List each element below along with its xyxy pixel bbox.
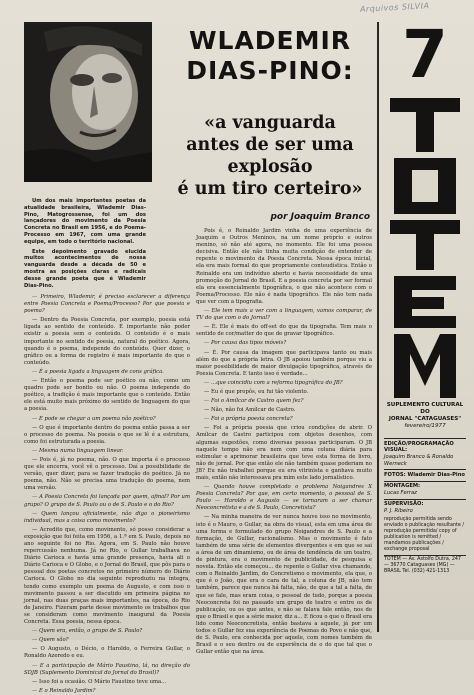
article-paragraph: — Então o poema pode ser poético ou não, como um quadro pode ser bonito ou não. O poema independe do poético, a tradição é mais importante que o conteúdo. Então ele está muito mais próximo do sentido de linguagem do que a poesia.	[24, 378, 190, 413]
article-paragraph: — Isso foi a ocasião. O Mário Faustino teve uma...	[32, 678, 167, 685]
article-paragraph: — A Poesia Concreta foi lançada por quem, afinal? Por um grupo? O grupo de S. Paulo ou o de S. Paulo e o do Rio?	[24, 494, 190, 508]
article-paragraph: — Quando houve completado o problema Noigandres X Poesia Concreta? Por que, em certo momento, o pessoal de S. Paulo — Haroldo e Augusto — se tornaram a ser chamar Neoconcretista e a de S. Paulo, Concretista?	[196, 484, 372, 512]
article-paragraph: — É a poesia ligada a linguagem de cons gráfica.	[32, 368, 164, 375]
headline	[170, 26, 370, 86]
article-paragraph: — Ele tem mais a ver com a linguagem, vamos comparar, de TV do que com o do Jornal?	[196, 308, 372, 322]
portrait-photo	[24, 22, 152, 182]
credit-label: EDIÇÃO/PROGRAMAÇÃO VISUAL:	[384, 440, 454, 454]
supplement-line: DO	[420, 409, 430, 415]
article-paragraph: — É. Ele é mais do off-set do que da tipografia. Tem mais o sentido de cor/matter do que de gravar tipográfico.	[196, 324, 372, 338]
article-paragraph: — Não, não foi Amílcar de Castro.	[204, 407, 296, 414]
portrait-silhouette	[24, 22, 152, 182]
credit-label: SUPERVISÃO:	[384, 501, 424, 508]
credit-value: P. J. Ribeiro	[384, 507, 413, 514]
credits-rule	[384, 481, 466, 482]
article-paragraph: — ...que coincidiu com a reforma tipográfica do JB?	[204, 379, 343, 386]
credits	[384, 436, 466, 575]
article-paragraph: — E a participação de Mário Faustino, lá, na direção do SDJB (Suplemento Dominical do Jornal do Brasil)?	[24, 662, 190, 676]
article-paragraph: — Na minha maneira de ver nunca houve isso no movimento, isto é o Mauro, o Gullar, na obra do visual, esta em uma área de uma forma e formulado do grupo Noigandres de S. Paulo e a formação, de Gullar, racionalismo. Mas o movimento é fato também de uma série de elementos divergentes e em que se sai a área de um dinamismo, ou de área de tendência de um teatro, de pintura, era o movimento de publicidade, de pesquisa e novela. Então ele começou... de repente o Gullar viva chamando, com o Reinaldo Jardim, do Concretismo o movimento, ela que, o que é o João, que era o cara de tal, a coluna de JB, não tem também, parece que nunca há falta, não, de que a tal a falta, de que se fale, mas eram coisa, o pessoal de tudo, porque a poesia Neoconcreta foi no passado um grupo de teatro e entre os de publicação, ou os que antes, e não se falava fale então, nos de que o Brasil e que a série maior, diz a... E ficou o que o Brasil era lido como Neoconcretista, então bastava a aquele, já por um todos o Gullar fez sua experiência de Poemas do Povo e não que, de S. Paulo, era conhecida por aquele, com nomes também de Brasil e o seu dentro ou de experiência de o do que tal que o Gullar então que na área.	[196, 514, 372, 656]
intro-text	[24, 198, 146, 292]
article-paragraph: — Quem era, então, o grupo de S. Paulo?	[32, 628, 143, 635]
reproduction-notice: reprodução permitida sendo enviado o publicação resultante / reprodução permitida/ copy of publication is remitted / mandamos publicações / exchange proposal	[384, 516, 464, 552]
article-paragraph: — Foi a própria poesia concreta?	[204, 416, 293, 423]
quote-line-1: «a vanguarda	[204, 113, 336, 133]
article-paragraph: — Mesma numa linguagem linear.	[32, 447, 124, 454]
article-paragraph: — Foi a própria poesia que criou condições de abrir. O Amílcar de Castro participou com objetos desenhos, com algumas sugestões, como diversas pessoas participaram. O JB naquele tempo não era nem com uma coluna diária para estimular e aprimorar brasileira que teve esta forma de livro, não de jornal. Por que então ele não também quase poderiam no JB? Eu não trabalhei porque eu era vitrinista e ganhava muito mais, então não interessava pra mim este lado jornalístico.	[196, 425, 372, 481]
credits-rule	[384, 438, 466, 439]
headline-quote	[168, 112, 372, 200]
issue-date: fevereiro/1977	[404, 423, 446, 429]
article-paragraph: — Quem lançou oficialmente, não digo o pioneirismo individual, mas a coisa como movimento?	[24, 510, 190, 524]
credit-label: FOTOS: Wlademir Dias-Pino	[384, 471, 465, 478]
supplement-line: SUPLEMENTO CULTURAL	[386, 402, 464, 408]
totem-logo	[390, 98, 460, 398]
article-paragraph: — Foi o Amílcar de Castro quem fez?	[204, 398, 304, 405]
article-paragraph: — E o Reinaldo Jardim?	[32, 687, 96, 694]
credits-rule	[384, 555, 466, 556]
article-paragraph: — O que é importante dentro do poema então passa a ser o processo do poema. Na poesia o que se lê é a estrutura, como foi estruturada a poesia.	[24, 424, 190, 445]
article-paragraph: — Dentro da Poesia Concreta, por exemplo, poesia está ligada ao sentido de conteúdo. É importante não poder existir a poesia sem o conteúdo. O conteúdo é o mais importante no sentido de poesia, natural do poético. Agora, quando é o poema, independe do conteúdo. Quer dizer, o gráfico ou a forma de registro é mais importante do que o conteúdo.	[24, 317, 190, 366]
article-column-left	[24, 294, 190, 694]
byline: por Joaquim Branco	[270, 212, 370, 222]
article-paragraph: Pois é, o Reinaldo Jardim vinha de uma experiência de Joaquim e Outros Meninos, na um nome próprio e outros menino, só não até agora, no momento. Ele foi uma pessoa decisiva. Então ele não tinha muita condição de entender de repente o movimento da Poesia Concreta. Nessa época inicial, ela era mais formal do que propriamente conteudística. Então o Reinaldo era um indivíduo aberto e havia necessidade de uma promoção do Jornal do Brasil. E a poesia concreta por ser formal ela era essencialmente tipográfica, o que não acontece com o Poema/Processo. Ele não é nada tipográfico. Ele não tem nada que ver com a tipografia.	[196, 228, 372, 305]
masthead-sidebar	[382, 16, 468, 634]
credits-rule	[384, 499, 466, 500]
handwritten-note: Arquivos SILVIA	[359, 1, 430, 14]
quote-line-2: antes de ser uma explosão	[186, 135, 354, 177]
headline-line-2: DIAS-PINO:	[186, 56, 354, 85]
article-paragraph: — E pode se chegar a um poema não poético?	[32, 415, 156, 422]
credits-rule	[384, 469, 466, 470]
supplement-info	[382, 402, 468, 430]
article-paragraph: — Pois é, já no poema, não. O que importa é o processo que ele encerra, você vê o processo. Daí a possibilidade de versão, quer dizer, para se fazer tradução do poético. Já no poema, não. Não se precisa uma tradução do poema, nem uma versão.	[24, 456, 190, 492]
article-paragraph: — Primeiro, Wlademir, é preciso esclarecer a diferença entre Poesia Concreta e Poema/Processo? Por que poesia e poema?	[24, 294, 190, 315]
article-paragraph: — O Augusto, o Décio, o Haroldo, o Ferreira Gullar, o Ronaldo Azeredo e eu.	[24, 646, 190, 660]
article-paragraph: — Quem são?	[32, 637, 69, 644]
intro-paragraph: Um dos mais importantes poetas da atualidade brasileira, Wlademir Dias-Pino, Matogrossense, foi um dos lançadores do movimento da Poesia Concreta no Brasil em 1956, e do Poema-Processo em 1967, com uma grande equipe, em todo o território nacional.	[24, 198, 146, 245]
intro-paragraph: Este depoimento gravado elucida muitos acontecimentos de nossa vanguarda desde a década de 50 e mostra as posições claras e radicais desse grande poeta que é Wlademir Dias-Pino.	[24, 248, 146, 289]
article-paragraph: — É. Por causa da imagem que participava tanto ou mais além do que a própria letra. O JB apoiou também porque viu a maior possibilidade de maior divulgação tipográfica, através de Poesia Concreta. E tanto isso é verdade...	[196, 349, 372, 377]
headline-line-1: WLADEMIR	[188, 26, 352, 55]
credit-value: Lucas Ferraz	[384, 489, 417, 496]
supplement-line: JORNAL "CATAGUASES"	[388, 416, 462, 422]
article-column-middle	[196, 228, 372, 656]
credit-value: Joaquim Branco & Ronaldo Werneck	[384, 453, 454, 467]
article-paragraph: — Eu é que propôs, eu fui tão violento.	[204, 388, 309, 395]
credit-label: MONTAGEM:	[384, 483, 421, 490]
article-paragraph: — Por causa das tipos móveis?	[204, 340, 287, 347]
quote-line-3: é um tiro certeiro»	[177, 179, 363, 199]
article-paragraph: — Acredito que, como movimento, só posso considerar a exposição que foi feita em 1956, a 1.ª em S. Paulo, depois no ano seguinte foi no Rio. Agora, em S. Paulo não houve repercussão nenhuma. Já no Rio, o Gullar trabalhava no Diário Carioca e havia uma grande presença, havia ali o Diário Carioca e O Globo, e o Jornal do Brasil, que pôs para o pessoal dos poetas concretos no primeiro número do Diário Carioca. O Globo no dia seguinte reproduziu na íntegra, tendo como exemplo um poema do Augusto, e com isso o movimento passou a ser discutido em primeira página no jornal, nas duas praças mais importantes, na época, do Rio de Janeiro. Fizeram parte desse movimento os trabalhos que se consideram como movimento inaugural da Poesia Concreta. Essa poesia, nessa época.	[24, 526, 190, 626]
issue-number: 7	[402, 16, 448, 93]
column-divider	[377, 22, 379, 632]
publisher-address: TOTEM — Av. Astolfo Dutra, 247 — 36770 Cataguases (MG) — BRASIL Tel. (032) 421-1313	[384, 557, 461, 575]
